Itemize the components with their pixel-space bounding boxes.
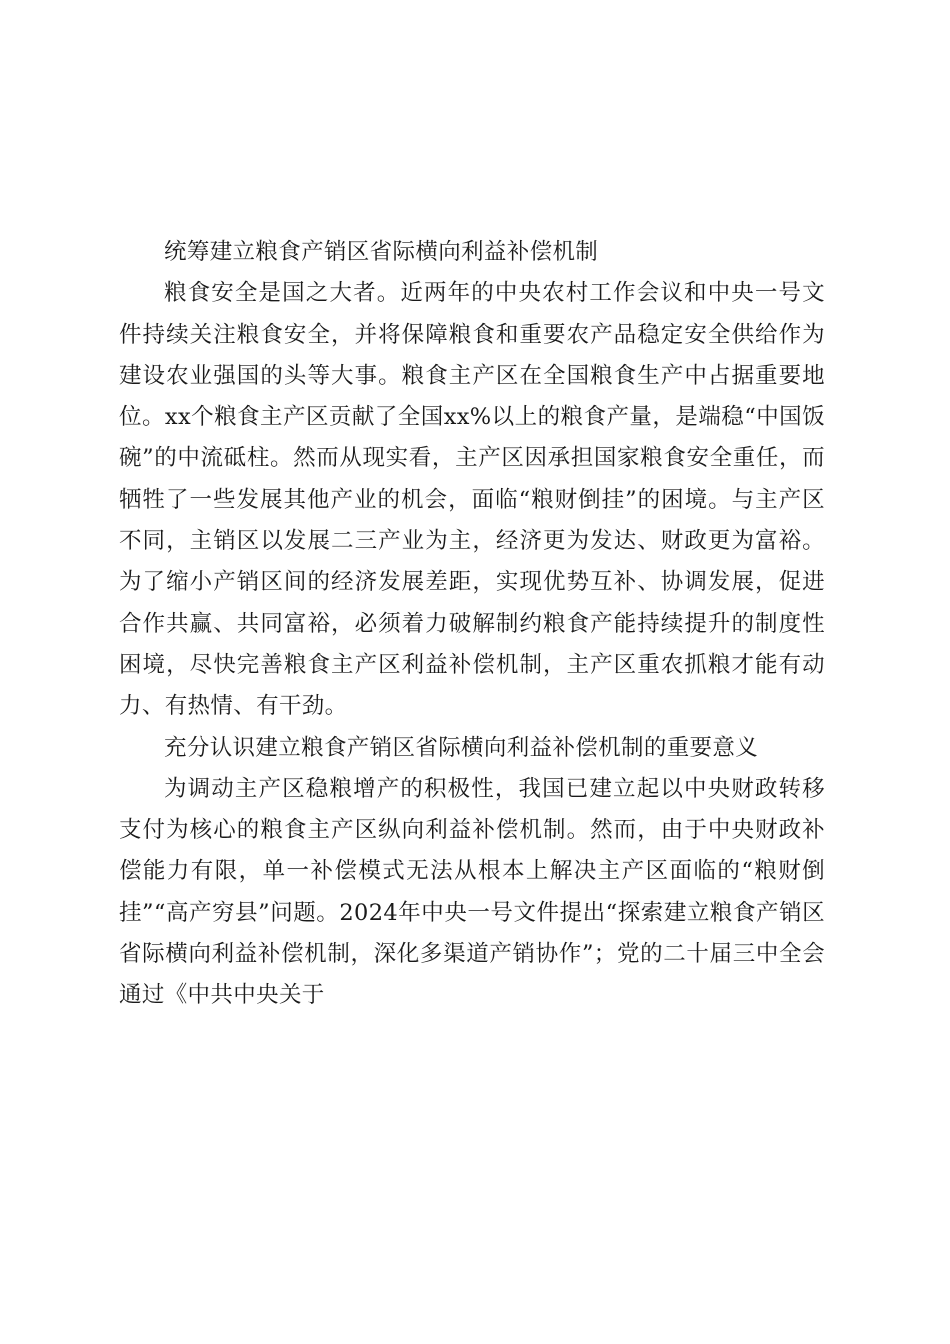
document-body [119,232,825,1017]
section-heading-1: 统筹建立粮食产销区省际横向利益补偿机制 [164,239,599,265]
body-paragraph-2: 为调动主产区稳粮增产的积极性，我国已建立起以中央财政转移支付为核心的粮食主产区纵向利益补偿机制。然而，由于中央财政补偿能力有限，单一补偿模式无法从根本上解决主产区面临的“粮财倒挂”“高产穷县”问题。2024年中央一号文件提出“探索建立粮食产销区省际横向利益补偿机制，深化多渠道产销协作”；党的二十届三中全会通过《中共中央关于 [119,775,825,1009]
body-paragraph-1: 粮食安全是国之大者。近两年的中央农村工作会议和中央一号文件持续关注粮食安全，并将保障粮食和重要农产品稳定安全供给作为建设农业强国的头等大事。粮食主产区在全国粮食生产中占据重要地位。xx个粮食主产区贡献了全国xx%以上的粮食产量，是端稳“中国饭碗”的中流砥柱。然而从现实看，主产区因承担国家粮食安全重任，而牺牲了一些发展其他产业的机会，面临“粮财倒挂”的困境。与主产区不同，主销区以发展二三产业为主，经济更为发达、财政更为富裕。为了缩小产销区间的经济发展差距，实现优势互补、协调发展，促进合作共赢、共同富裕，必须着力破解制约粮食产能持续提升的制度性困境，尽快完善粮食主产区利益补偿机制，主产区重农抓粮才能有动力、有热情、有干劲。 [119,280,825,720]
section-heading-2: 充分认识建立粮食产销区省际横向利益补偿机制的重要意义 [164,734,759,761]
